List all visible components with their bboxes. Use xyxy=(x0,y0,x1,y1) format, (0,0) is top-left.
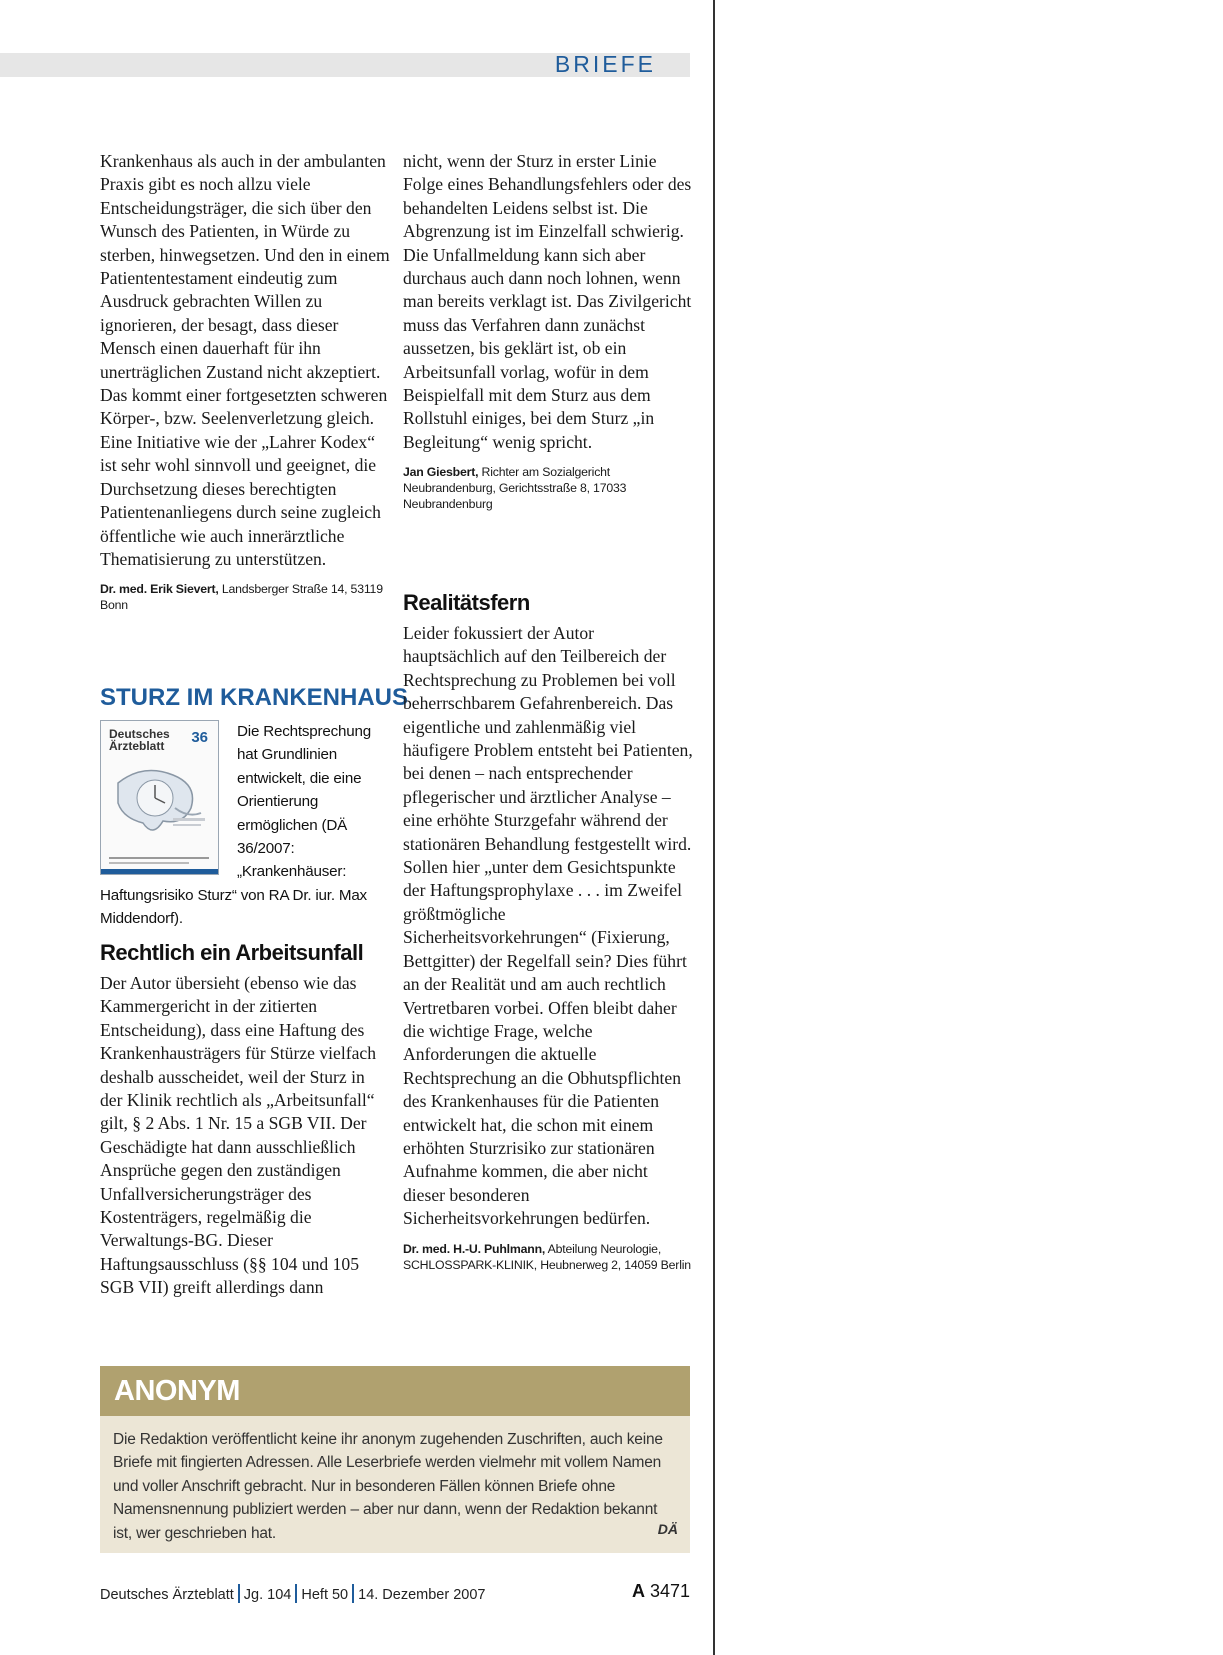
signature-address: Richter am Sozialgericht Neubrandenburg, Gerichtsstraße 8, 17033 Neubrandenburg xyxy=(403,465,627,512)
anonym-title: ANONYM xyxy=(114,1375,240,1407)
melting-clock-icon xyxy=(113,763,208,843)
reference-block xyxy=(100,720,392,931)
right-column-lower xyxy=(403,590,693,1273)
signature-address: Landsberger Straße 14, 53119 Bonn xyxy=(100,582,383,613)
anonym-text: Die Redaktion veröffentlicht keine ihr anonym zugehenden Zuschriften, auch keine Briefe mit fingierten Adressen. Alle Leserbriefe werden vielmehr mit vollem Namen und voller Anschrift gebracht. Nur in besonderen Fällen können Briefe ohne Namensnennung publiziert werden – aber nur dann, wenn der Redaktion bekannt ist, wer geschrieben hat. xyxy=(113,1431,663,1542)
signature-name: Jan Giesbert, xyxy=(403,465,479,480)
left-column-lower xyxy=(100,940,390,1300)
signature-name: Dr. med. H.-U. Puhlmann, xyxy=(403,1241,546,1256)
page-edge-rule xyxy=(713,0,715,1655)
footer-separator xyxy=(238,1584,240,1603)
footer-separator xyxy=(295,1584,297,1603)
letter-heading: Rechtlich ein Arbeitsunfall xyxy=(100,940,364,965)
reference-text: Die Rechtsprechung hat Grundlinien entwickelt, die eine Orientierung ermöglichen (DÄ 36/2007: „Krankenhäuser: Haftungsrisiko Sturz“ von RA Dr. iur. Max Middendorf). xyxy=(100,723,372,928)
cover-title: Deutsches Ärzteblatt xyxy=(109,727,170,753)
letter-text: Der Autor übersieht (ebenso wie das Kammergericht in der zitierten Entscheidung), dass eine Haftung des Krankenhausträgers für Stürze vielfach deshalb ausscheidet, weil der Sturz in der Klinik rechtlich als „Arbeitsunfall“ gilt, § 2 Abs. 1 Nr. 15 a SGB VII. Der Geschädigte hat dann ausschließlich Ansprüche gegen den zuständigen Unfallversicherungsträger des Kostenträgers, regelmäßig die Verwaltungs-BG. Dieser Haftungsausschluss (§§ 104 und 105 SGB VII) greift allerdings dann xyxy=(100,973,377,1298)
page-prefix: A xyxy=(631,1581,645,1601)
topic-heading: STURZ IM KRANKENHAUS xyxy=(100,684,408,711)
page-number-value: 3471 xyxy=(649,1581,690,1601)
footer-separator xyxy=(352,1584,354,1603)
section-header-bar xyxy=(0,53,690,77)
cover-footer-lines xyxy=(109,856,209,866)
section-title: BRIEFE xyxy=(554,51,656,77)
footer-journal: Deutsches Ärzteblatt xyxy=(100,1587,234,1603)
signature-name: Dr. med. Erik Sievert, xyxy=(100,582,219,597)
right-column xyxy=(403,150,693,512)
magazine-cover xyxy=(100,720,219,875)
footer-issue: Heft 50 xyxy=(301,1587,349,1603)
letter-signature xyxy=(100,581,390,613)
letter-signature xyxy=(403,464,693,512)
page-footer xyxy=(100,1581,690,1603)
letter-text: nicht, wenn der Sturz in erster Linie Folge eines Behandlungsfehlers oder des behandelten Leidens selbst ist. Die Abgrenzung ist im Einzelfall schwierig. Die Unfallmeldung kann sich aber durchaus auch dann noch lohnen, wenn man bereits verklagt ist. Das Zivilgericht muss das Verfahren dann zunächst aussetzen, bis geklärt ist, ob ein Arbeitsunfall vorlag, wofür in dem Beispielfall mit dem Sturz aus dem Rollstuhl einiges, bei dem Sturz „in Begleitung“ wenig spricht. xyxy=(403,151,692,452)
page-number xyxy=(632,1581,690,1602)
letter-signature xyxy=(403,1241,693,1273)
cover-stripe xyxy=(101,869,218,874)
anonym-notice-box xyxy=(100,1366,690,1553)
letter-text: Krankenhaus als auch in der ambulanten Praxis gibt es noch allzu viele Entscheidungsträger, die sich über den Wunsch des Patienten, in Würde zu sterben, hinwegsetzen. Und den in einem Patiententestament eindeutig zum Ausdruck gebrachten Willen zu ignorieren, der besagt, dass dieser Mensch einen dauerhaft für ihn unerträglichen Zustand nicht akzeptiert. Das kommt einer fortgesetzten schweren Körper-, bzw. Seelenverletzung gleich. Eine Initiative wie der „Lahrer Kodex“ ist sehr wohl sinnvoll und geeignet, die Durchsetzung dieses berechtigten Patientenanliegens durch seine zugleich öffentliche wie auch innerärztliche Thematisierung zu unterstützen. xyxy=(100,151,390,569)
anonym-signature: DÄ xyxy=(657,1521,678,1537)
letter-text: Leider fokussiert der Autor hauptsächlich auf den Teilbereich der Rechtsprechung zu Problemen bei voll beherrschbarem Gefahrenbereich. Das eigentliche und zahlenmäßig viel häufigere Problem entsteht bei Patienten, bei denen – nach entsprechender pflegerischer und ärztlicher Analyse – eine erhöhte Sturzgefahr während der stationären Behandlung festgestellt wird. Sollen hier „unter dem Gesichtspunkte der Haftungsprophylaxe . . . im Zweifel größtmögliche Sicherheitsvorkehrungen“ (Fixierung, Bettgitter) der Regelfall sein? Dies führt an der Realität und am auch rechtlich Vertretbaren vorbei. Offen bleibt daher die wichtige Frage, welche Anforderungen die aktuelle Rechtsprechung an die Obhutspflichten des Krankenhauses für die Patienten entwickelt hat, die schon mit einem erhöhten Sturzrisiko zur stationären Aufnahme kommen, die aber nicht dieser besonderen Sicherheitsvorkehrungen bedürfen. xyxy=(403,623,693,1229)
left-column xyxy=(100,150,390,613)
letter-heading: Realitätsfern xyxy=(403,590,530,615)
footer-volume: Jg. 104 xyxy=(243,1587,292,1603)
anonym-header xyxy=(100,1366,690,1416)
signature-address: Abteilung Neurologie, SCHLOSSPARK-KLINIK, Heubnerweg 2, 14059 Berlin xyxy=(403,1241,691,1272)
footer-date: 14. Dezember 2007 xyxy=(358,1587,486,1603)
cover-issue-number: 36 xyxy=(191,729,208,746)
